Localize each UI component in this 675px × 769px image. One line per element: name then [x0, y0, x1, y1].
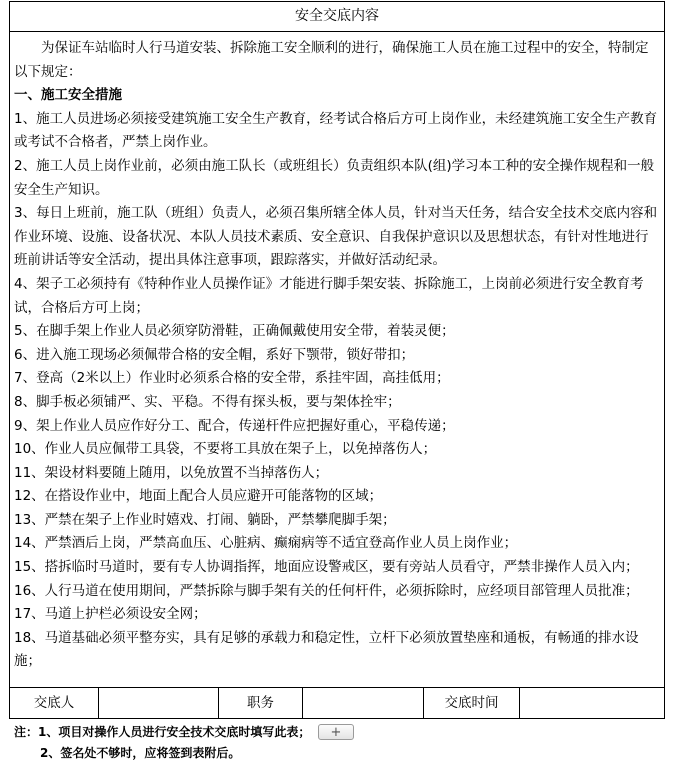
handover-person-field[interactable] — [99, 688, 219, 718]
list-item: 18、马道基础必须平整夯实，具有足够的承载力和稳定性，立杆下必须放置垫座和通板，有畅通的排水设施； — [14, 629, 639, 670]
list-item: 11、架设材料要随上随用，以免放置不当掉落伤人； — [14, 464, 329, 481]
list-item: 10、作业人员应佩带工具袋，不要将工具放在架子上，以免掉落伤人； — [14, 441, 437, 458]
list-item: 2、施工人员上岗作业前，必须由施工队长（或班组长）负责组织本队(组)学习本工种的安全操作规程和一般安全生产知识。 — [14, 157, 655, 198]
list-item: 17、马道上护栏必须设安全网； — [14, 606, 207, 623]
list-item: 12、在搭设作业中，地面上配合人员应避开可能落物的区域； — [14, 488, 383, 505]
list-item: 14、严禁酒后上岗，严禁高血压、心脏病、癫痫病等不适宜登高作业人员上岗作业； — [14, 535, 518, 552]
briefing-content — [10, 32, 664, 688]
list-item: 16、人行马道在使用期间，严禁拆除与脚手架有关的任何杆件，必须拆除时，应经项目部管理人员批准； — [14, 582, 639, 599]
list-item: 13、严禁在架子上作业时嬉戏、打闹、躺卧，严禁攀爬脚手架； — [14, 511, 396, 528]
signature-row — [10, 688, 664, 718]
position-label: 职务 — [219, 688, 303, 718]
add-button[interactable]: + — [318, 724, 354, 740]
list-item: 5、在脚手架上作业人员必须穿防滑鞋，正确佩戴使用安全带，着装灵便； — [14, 323, 455, 340]
form-title: 安全交底内容 — [10, 2, 664, 32]
list-item: 7、登高（2米以上）作业时必须系合格的安全带，系挂牢固，高挂低用； — [14, 370, 450, 387]
list-item: 3、每日上班前，施工队（班组）负责人，必须召集所辖全体人员，针对当天任务，结合安全技术交底内容和作业环境、设施、设备状况、本队人员技术素质、安全意识、自我保护意识以及思想状态，有针对性地进行班前讲话等安全活动，提出具体注意事项，跟踪落实，并做好活动纪录。 — [14, 205, 658, 269]
note-2: 2、签名处不够时，应将签到表附后。 — [40, 746, 241, 760]
position-field[interactable] — [303, 688, 424, 718]
handover-time-field[interactable] — [520, 688, 664, 718]
list-item: 8、脚手板必须铺严、实、平稳。不得有探头板，要与架体拴牢； — [14, 393, 401, 410]
handover-person-label: 交底人 — [10, 688, 99, 718]
list-item: 6、进入施工现场必须佩带合格的安全帽，系好下颚带，锁好带扣； — [14, 346, 415, 363]
note-1: 注：1、项目对操作人员进行安全技术交底时填写此表； — [14, 725, 311, 739]
safety-briefing-form — [9, 1, 665, 719]
footnotes — [14, 722, 310, 764]
section-heading: 一、施工安全措施 — [14, 87, 122, 104]
list-item: 15、搭拆临时马道时，要有专人协调指挥，地面应设警戒区，要有旁站人员看守，严禁非操作人员入内； — [14, 559, 639, 576]
list-item: 1、施工人员进场必须接受建筑施工安全生产教育，经考试合格后方可上岗作业，未经建筑施工安全生产教育或考试不合格者，严禁上岗作业。 — [14, 110, 658, 151]
intro-paragraph: 为保证车站临时人行马道安装、拆除施工安全顺利的进行，确保施工人员在施工过程中的安全，特制定以下规定： — [14, 40, 649, 80]
handover-time-label: 交底时间 — [424, 688, 520, 718]
list-item: 9、架上作业人员应作好分工、配合，传递杆件应把握好重心，平稳传递； — [14, 417, 455, 434]
list-item: 4、架子工必须持有《特种作业人员操作证》才能进行脚手架安装、拆除施工，上岗前必须进行安全教育考试，合格后方可上岗； — [14, 275, 644, 316]
